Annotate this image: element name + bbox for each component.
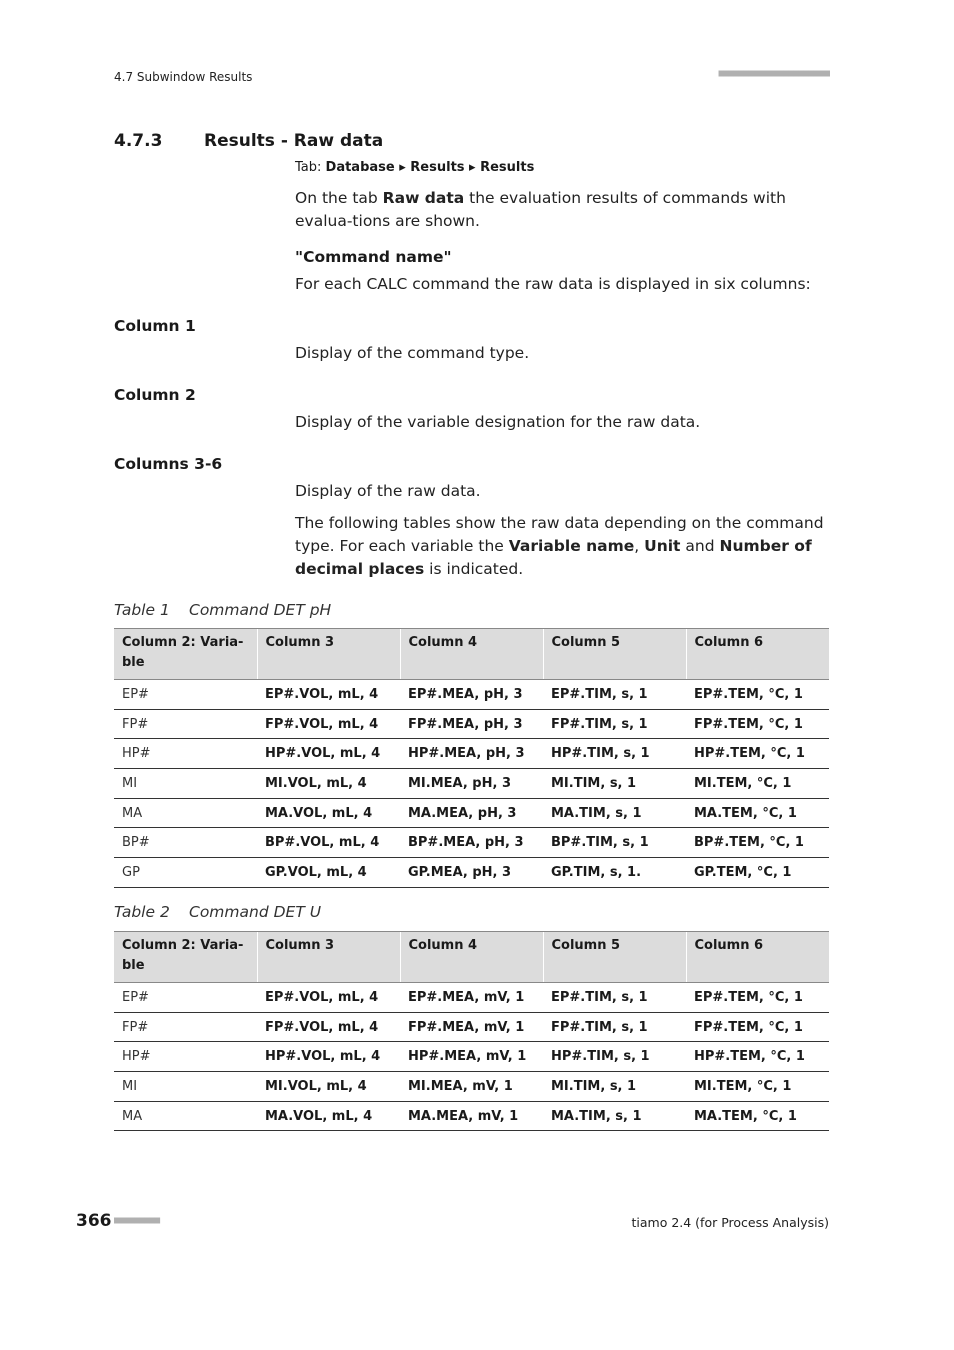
raw-data-cell: MI.TIM, s, 1 [543,1072,686,1102]
raw-data-cell: GP.MEA, pH, 3 [400,858,543,888]
table-row [114,680,829,710]
table-header-cell: Column 3 [257,932,400,983]
raw-data-cell: HP#.VOL, mL, 4 [257,1042,400,1072]
raw-data-cell: FP#.VOL, mL, 4 [257,1012,400,1042]
raw-data-cell: FP#.MEA, mV, 1 [400,1012,543,1042]
table-header-cell: Column 5 [543,629,686,680]
table1-caption-label: Table 1 [114,601,170,619]
column1-heading: Column 1 [114,317,196,335]
raw-data-cell: MA.VOL, mL, 4 [257,798,400,828]
raw-data-cell: GP.TEM, °C, 1 [686,858,829,888]
raw-data-cell: FP#.VOL, mL, 4 [257,709,400,739]
tables-intro-text: is indicated. [424,560,524,578]
raw-data-cell: MI.TEM, °C, 1 [686,769,829,799]
variable-cell: EP# [114,983,257,1013]
table-header-cell: Column 2: Varia-ble [114,932,257,983]
raw-data-cell: FP#.TEM, °C, 1 [686,709,829,739]
table2 [114,931,829,1131]
command-name-heading: "Command name" [295,248,452,266]
raw-data-cell: MA.TEM, °C, 1 [686,798,829,828]
raw-data-cell: HP#.TIM, s, 1 [543,739,686,769]
raw-data-cell: HP#.MEA, pH, 3 [400,739,543,769]
raw-data-cell: MI.MEA, pH, 3 [400,769,543,799]
columns36-heading: Columns 3-6 [114,455,223,473]
raw-data-cell: BP#.MEA, pH, 3 [400,828,543,858]
variable-cell: HP# [114,1042,257,1072]
raw-data-cell: FP#.TIM, s, 1 [543,709,686,739]
footer-product: tiamo 2.4 (for Process Analysis) [631,1215,829,1230]
raw-data-cell: FP#.TEM, °C, 1 [686,1012,829,1042]
table-row [114,1101,829,1131]
raw-data-cell: MI.VOL, mL, 4 [257,1072,400,1102]
table1-header-row [114,629,829,680]
raw-data-cell: EP#.TEM, °C, 1 [686,680,829,710]
raw-data-cell: EP#.TEM, °C, 1 [686,983,829,1013]
table1 [114,628,829,888]
table-row [114,739,829,769]
variable-cell: MA [114,798,257,828]
column2-text: Display of the variable designation for the raw data. [295,413,701,431]
raw-data-cell: EP#.MEA, pH, 3 [400,680,543,710]
variable-cell: GP [114,858,257,888]
raw-data-cell: MI.VOL, mL, 4 [257,769,400,799]
tables-intro-text: and [680,537,720,555]
table-row [114,858,829,888]
tables-intro-bold: Variable name [508,537,635,555]
variable-cell: EP# [114,680,257,710]
intro-text-after: the evaluation results of commands with evalua-tions are shown. [295,189,786,230]
raw-data-cell: HP#.TEM, °C, 1 [686,739,829,769]
raw-data-cell: MI.MEA, mV, 1 [400,1072,543,1102]
raw-data-cell: FP#.MEA, pH, 3 [400,709,543,739]
table2-caption-label: Table 2 [114,903,170,921]
table-row [114,769,829,799]
raw-data-cell: BP#.VOL, mL, 4 [257,828,400,858]
raw-data-cell: EP#.VOL, mL, 4 [257,983,400,1013]
variable-cell: BP# [114,828,257,858]
table2-body [114,983,829,1131]
raw-data-cell: MA.VOL, mL, 4 [257,1101,400,1131]
variable-cell: MA [114,1101,257,1131]
table-header-cell: Column 3 [257,629,400,680]
table-row [114,1072,829,1102]
raw-data-cell: FP#.TIM, s, 1 [543,1012,686,1042]
table2-caption [114,903,322,921]
tab-path-label: Tab: [295,160,322,175]
section-title: Results - Raw data [204,131,384,151]
running-header: 4.7 Subwindow Results [114,70,253,84]
table-row [114,709,829,739]
table-header-cell: Column 6 [686,629,829,680]
page-number: 366 [76,1211,112,1231]
tables-intro-bold: Number of decimal places [295,537,812,578]
table-header-cell: Column 4 [400,932,543,983]
tables-intro-text: , [634,537,645,555]
variable-cell: FP# [114,709,257,739]
raw-data-cell: BP#.TIM, s, 1 [543,828,686,858]
table-row [114,798,829,828]
header-decoration: ■■■■■■■■■■■■■■■■■■■■■■ [718,68,829,79]
raw-data-cell: EP#.VOL, mL, 4 [257,680,400,710]
raw-data-cell: BP#.TEM, °C, 1 [686,828,829,858]
raw-data-cell: MA.TIM, s, 1 [543,798,686,828]
raw-data-cell: MA.MEA, mV, 1 [400,1101,543,1131]
raw-data-cell: MA.TIM, s, 1 [543,1101,686,1131]
columns36-text: Display of the raw data. [295,482,481,500]
table-row [114,828,829,858]
tab-path-value: Database ▸ Results ▸ Results [325,160,535,175]
raw-data-cell: MI.TIM, s, 1 [543,769,686,799]
intro-text-before: On the tab [295,189,383,207]
tables-intro-text: The following tables show the raw data depending on the command type. For each variable the [295,514,824,555]
variable-cell: MI [114,769,257,799]
table-row [114,983,829,1013]
section-number: 4.7.3 [114,131,163,151]
table1-body [114,680,829,888]
tab-path [295,160,534,175]
table-header-cell: Column 6 [686,932,829,983]
variable-cell: HP# [114,739,257,769]
raw-data-cell: EP#.MEA, mV, 1 [400,983,543,1013]
column1-text: Display of the command type. [295,344,530,362]
raw-data-cell: MA.TEM, °C, 1 [686,1101,829,1131]
raw-data-cell: HP#.VOL, mL, 4 [257,739,400,769]
intro-paragraph [295,187,835,233]
footer-decoration: ■■■■■■■■■ [114,1215,160,1226]
raw-data-cell: EP#.TIM, s, 1 [543,680,686,710]
raw-data-cell: HP#.TEM, °C, 1 [686,1042,829,1072]
table2-header-row [114,932,829,983]
raw-data-cell: HP#.MEA, mV, 1 [400,1042,543,1072]
tables-intro-bold: Unit [644,537,681,555]
table1-caption-title: Command DET pH [189,601,332,619]
table2-caption-title: Command DET U [189,903,322,921]
intro-bold: Raw data [382,189,465,207]
raw-data-cell: HP#.TIM, s, 1 [543,1042,686,1072]
table-header-cell: Column 5 [543,932,686,983]
raw-data-cell: MI.TEM, °C, 1 [686,1072,829,1102]
variable-cell: MI [114,1072,257,1102]
column2-heading: Column 2 [114,386,196,404]
command-name-text: For each CALC command the raw data is displayed in six columns: [295,275,811,293]
variable-cell: FP# [114,1012,257,1042]
raw-data-cell: GP.TIM, s, 1. [543,858,686,888]
table-row [114,1012,829,1042]
table-header-cell: Column 4 [400,629,543,680]
table-row [114,1042,829,1072]
raw-data-cell: MA.MEA, pH, 3 [400,798,543,828]
raw-data-cell: GP.VOL, mL, 4 [257,858,400,888]
tables-intro-paragraph [295,512,835,581]
raw-data-cell: EP#.TIM, s, 1 [543,983,686,1013]
table1-caption [114,601,332,619]
table-header-cell: Column 2: Varia-ble [114,629,257,680]
